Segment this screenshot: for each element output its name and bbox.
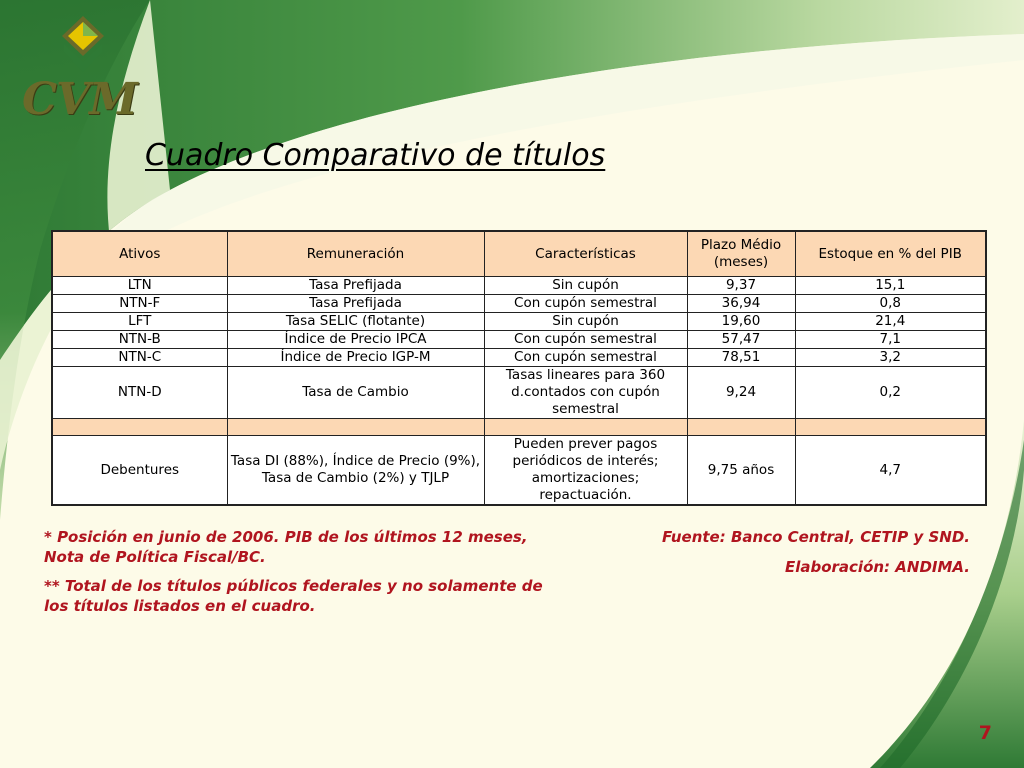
page-number: 7 <box>978 722 992 744</box>
header-caracteristicas: Características <box>484 231 687 277</box>
cell-estoque: 15,1 <box>795 277 986 295</box>
footnote-2: ** Total de los títulos públicos federales y no solamente de los títulos listados en el cuadro. <box>44 577 543 615</box>
cell-estoque: 21,4 <box>795 313 986 331</box>
spacer-cell <box>795 419 986 436</box>
cell-caracteristicas: Con cupón semestral <box>484 349 687 367</box>
cell-estoque: 7,1 <box>795 331 986 349</box>
cell-plazo: 9,75 años <box>687 436 795 506</box>
cell-plazo: 57,47 <box>687 331 795 349</box>
comparison-table <box>51 230 987 506</box>
cell-remuneracion: Tasa Prefijada <box>227 277 484 295</box>
cell-remuneracion: Índice de Precio IGP-M <box>227 349 484 367</box>
table-row <box>52 295 986 313</box>
cvm-logo <box>20 14 137 125</box>
spacer-cell <box>227 419 484 436</box>
cell-estoque: 4,7 <box>795 436 986 506</box>
cell-ativo: NTN-C <box>52 349 227 367</box>
header-estoque-pib: Estoque en % del PIB <box>795 231 986 277</box>
cell-caracteristicas: Sin cupón <box>484 277 687 295</box>
spacer-cell <box>52 419 227 436</box>
source-text: Fuente: Banco Central, CETIP y SND. <box>662 528 970 546</box>
cell-plazo: 36,94 <box>687 295 795 313</box>
cell-plazo: 9,24 <box>687 367 795 419</box>
cell-ativo: Debentures <box>52 436 227 506</box>
footnotes <box>44 527 544 625</box>
cell-remuneracion: Tasa Prefijada <box>227 295 484 313</box>
source-notes <box>662 527 970 587</box>
cell-ativo: NTN-D <box>52 367 227 419</box>
cell-caracteristicas: Con cupón semestral <box>484 331 687 349</box>
footnote-1: * Posición en junio de 2006. PIB de los últimos 12 meses, Nota de Política Fiscal/BC. <box>44 528 528 566</box>
elaboration-text: Elaboración: ANDIMA. <box>784 558 970 576</box>
cell-estoque: 3,2 <box>795 349 986 367</box>
cell-ativo: LFT <box>52 313 227 331</box>
cell-ativo: NTN-B <box>52 331 227 349</box>
cell-caracteristicas: Pueden prever pagos periódicos de interés; amortizaciones; repactuación. <box>484 436 687 506</box>
table-row <box>52 367 986 419</box>
table-row <box>52 349 986 367</box>
cell-estoque: 0,2 <box>795 367 986 419</box>
table-row <box>52 331 986 349</box>
table-header-row <box>52 231 986 277</box>
cvm-logo-text: CVM <box>22 74 137 125</box>
spacer-cell <box>484 419 687 436</box>
cell-plazo: 19,60 <box>687 313 795 331</box>
cell-caracteristicas: Con cupón semestral <box>484 295 687 313</box>
cell-remuneracion: Tasa de Cambio <box>227 367 484 419</box>
cell-estoque: 0,8 <box>795 295 986 313</box>
table-row <box>52 277 986 295</box>
header-ativos: Ativos <box>52 231 227 277</box>
header-plazo-medio: Plazo Médio (meses) <box>687 231 795 277</box>
cell-ativo: NTN-F <box>52 295 227 313</box>
page-title: Cuadro Comparativo de títulos <box>145 138 606 173</box>
cell-plazo: 9,37 <box>687 277 795 295</box>
cell-remuneracion: Índice de Precio IPCA <box>227 331 484 349</box>
table-row-debentures <box>52 436 986 506</box>
header-remuneracion: Remuneración <box>227 231 484 277</box>
cell-caracteristicas: Sin cupón <box>484 313 687 331</box>
cell-caracteristicas: Tasas lineares para 360 d.contados con cupón semestral <box>484 367 687 419</box>
cell-ativo: LTN <box>52 277 227 295</box>
cell-remuneracion: Tasa SELIC (flotante) <box>227 313 484 331</box>
spacer-cell <box>687 419 795 436</box>
cvm-diamond-logo-icon <box>60 14 106 76</box>
spacer-row <box>52 419 986 436</box>
cell-plazo: 78,51 <box>687 349 795 367</box>
table-row <box>52 313 986 331</box>
cell-remuneracion: Tasa DI (88%), Índice de Precio (9%), Tasa de Cambio (2%) y TJLP <box>227 436 484 506</box>
